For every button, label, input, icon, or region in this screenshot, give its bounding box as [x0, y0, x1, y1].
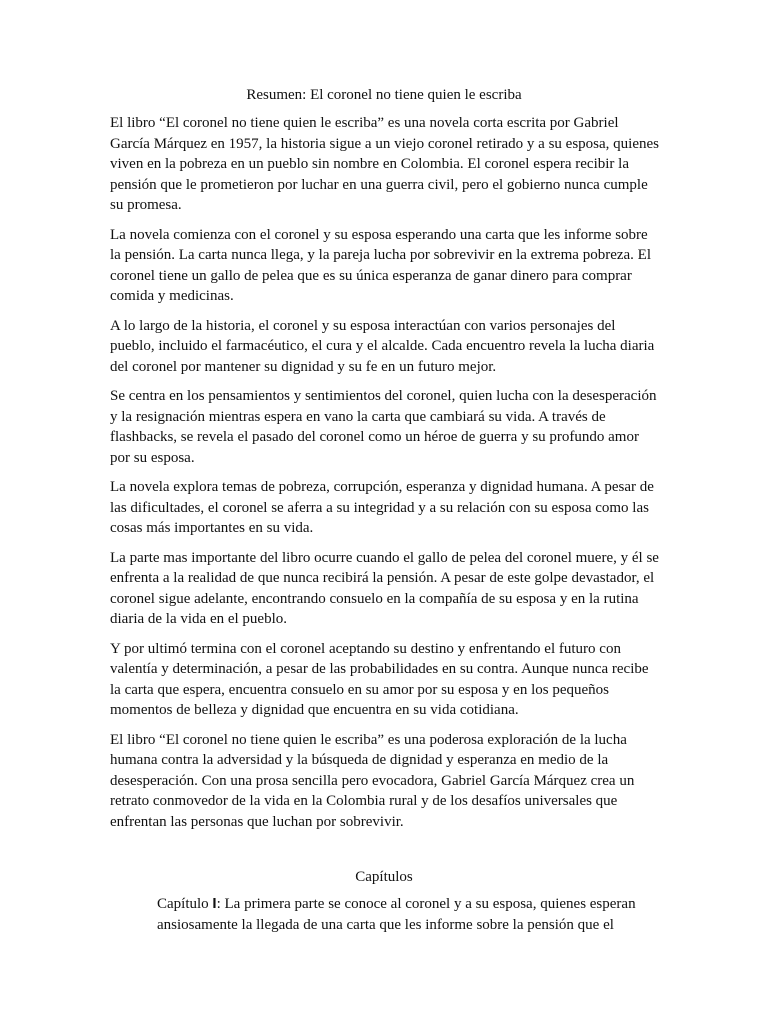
summary-body	[110, 113, 662, 841]
chapter-label: Capítulo	[157, 896, 213, 912]
paragraph: Se centra en los pensamientos y sentimientos del coronel, quien lucha con la desesperación y la resignación mientras espera en vano la carta que cambiará su vida. A través de flashbacks, se revela el pasado del coronel como un héroe de guerra y su profundo amor por su esposa.	[110, 388, 657, 466]
paragraph: La novela explora temas de pobreza, corrupción, esperanza y dignidad humana. A pesar de las dificultades, el coronel se aferra a su integridad y a su relación con su esposa como las cosas más importantes en su vida.	[110, 479, 654, 536]
paragraph: La novela comienza con el coronel y su esposa esperando una carta que les informe sobre la pensión. La carta nunca llega, y la pareja lucha por sobrevivir en la extrema pobreza. El coronel tiene un gallo de pelea que es su única esperanza de ganar dinero para comprar comida y medicinas.	[110, 226, 652, 304]
chapter-entry	[157, 894, 657, 935]
paragraph: El libro “El coronel no tiene quien le escriba” es una poderosa exploración de la lucha humana contra la adversidad y la búsqueda de dignidad y esperanza en medio de la desesperación. Con una prosa sencilla pero evocadora, Gabriel García Márquez crea un retrato conmovedor de la vida en la Colombia rural y de los desafíos universales que enfrentan las personas que luchan por sobrevivir.	[110, 731, 635, 830]
document-title: Resumen: El coronel no tiene quien le escriba	[246, 87, 522, 103]
paragraph: El libro “El coronel no tiene quien le escriba” es una novela corta escrita por Gabriel García Márquez en 1957, la historia sigue a un viejo coronel retirado y a su esposa, quienes viven en la pobreza en un pueblo sin nombre en Colombia. El coronel espera recibir la pensión que le prometieron por luchar en una guerra civil, pero el gobierno nunca cumple su promesa.	[110, 115, 659, 213]
paragraph: A lo largo de la historia, el coronel y su esposa interactúan con varios personajes del pueblo, incluido el farmacéutico, el cura y el alcalde. Cada encuentro revela la lucha diaria del coronel por mantener su dignidad y su fe en un futuro mejor.	[110, 317, 655, 375]
chapter-text: : La primera parte se conoce al coronel y a su esposa, quienes esperan ansiosamente la llegada de una carta que les informe sobre la pensión que el	[157, 896, 636, 933]
paragraph: Y por ultimó termina con el coronel aceptando su destino y enfrentando el futuro con valentía y determinación, a pesar de las probabilidades en su contra. Aunque nunca recibe la carta que espera, encuentra consuelo en su amor por su esposa y en los pequeños momentos de belleza y dignidad que encuentra en su vida cotidiana.	[110, 640, 649, 718]
chapters-heading: Capítulos	[355, 869, 413, 885]
paragraph: La parte mas importante del libro ocurre cuando el gallo de pelea del coronel muere, y él se enfrenta a la realidad de que nunca recibirá la pensión. A pesar de este golpe devastador, el coronel sigue adelante, encontrando consuelo en la compañía de su esposa y en la rutina diaria de la vida en el pueblo.	[110, 549, 659, 627]
chapter-number: I	[212, 895, 217, 912]
